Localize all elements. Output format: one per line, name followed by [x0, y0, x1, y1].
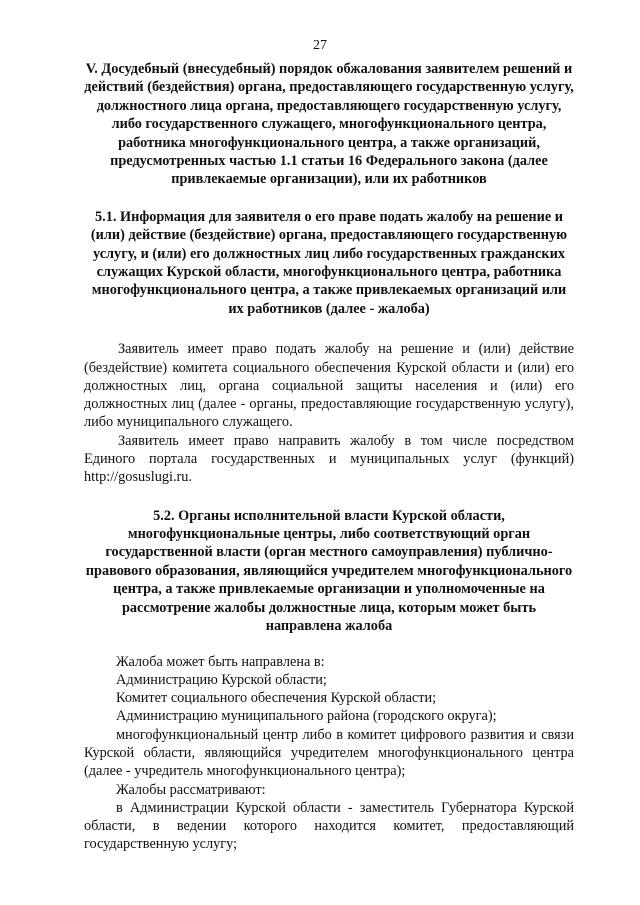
- section-5-2-paragraph: Жалобы рассматривают:: [116, 781, 266, 798]
- section-v-heading: V. Досудебный (внесудебный) порядок обжалования заявителем решений и действий (бездействия) органа, предоставляющего государственную услугу, должностного лица органа, предоставляющего государственную услугу, либо государственного служащего, многофункционального центра, работника многофункционального центра, а также организаций, предусмотренных частью 1.1 статьи 16 Федерального закона (далее привлекаемые организации), или их работников: [84, 61, 574, 188]
- page-number: 27: [313, 38, 327, 53]
- section-5-1-paragraph: Заявитель имеет право подать жалобу на решение и (или) действие (бездействие) комитета социального обеспечения Курской области и (или) его должностных лиц, органа социальной защиты населения и (или) его должностных лиц (далее - органы, предоставляющие государственную услугу), либо муниципального служащего.: [84, 341, 574, 431]
- section-5-1-paragraph: Заявитель имеет право направить жалобу в том числе посредством Единого портала государственных и муниципальных услуг (функций) http://gosuslugi.ru.: [84, 432, 574, 486]
- section-5-2-heading: 5.2. Органы исполнительной власти Курской области, многофункциональные центры, либо соответствующий орган государственной власти (орган местного самоуправления) публично-правового образования, являющийся учредителем многофункционального центра, а также привлекаемые организации и уполномоченные на рассмотрение жалобы должностные лица, которым может быть направлена жалоба: [85, 507, 573, 635]
- section-5-1-heading: 5.1. Информация для заявителя о его праве подать жалобу на решение и (или) действие (бездействие) органа, предоставляющего государственную услугу, и (или) его должностных лиц либо государственных гражданских служащих Курской области, многофункционального центра, работника многофункционального центра, а также привлекаемых организаций или их работников (далее - жалоба): [90, 208, 568, 317]
- section-5-2-body: [84, 653, 574, 854]
- section-5-1-body: [84, 340, 574, 486]
- document-content: [84, 60, 574, 854]
- section-5-2-list-item: Администрацию Курской области;: [116, 671, 327, 688]
- section-5-2-list-item: Комитет социального обеспечения Курской области;: [116, 690, 437, 707]
- section-5-2-list-item: Администрацию муниципального района (городского округа);: [116, 708, 497, 725]
- section-5-2-paragraph: в Администрации Курской области - заместитель Губернатора Курской области, в ведении которого находится комитет, предоставляющий государственную услугу;: [84, 799, 574, 853]
- section-5-2-list-item: многофункциональный центр либо в комитет цифрового развития и связи Курской области, являющийся учредителем многофункционального центра (далее - учредитель многофункционального центра);: [84, 726, 574, 780]
- section-5-2-paragraph: Жалоба может быть направлена в:: [116, 653, 325, 670]
